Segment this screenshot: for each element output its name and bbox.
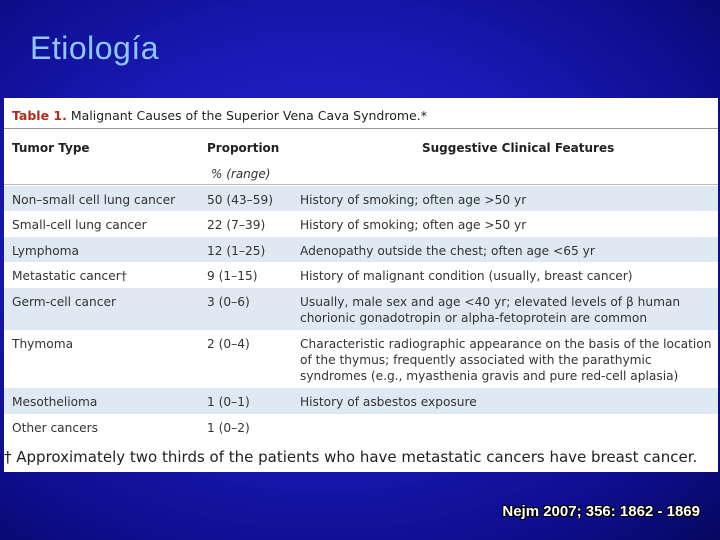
slide-title: Etiología	[30, 30, 160, 66]
table-row	[4, 211, 718, 237]
cell-features: History of smoking; often age >50 yr	[300, 218, 527, 232]
table-caption	[12, 108, 427, 123]
cell-features: History of malignant condition (usually, breast cancer)	[300, 269, 633, 283]
cell-proportion: 2 (0–4)	[207, 337, 250, 351]
caption-divider	[4, 128, 718, 129]
header-divider	[4, 184, 718, 185]
cell-proportion: 12 (1–25)	[207, 244, 266, 258]
table-footnote: † Approximately two thirds of the patients who have metastatic cancers have breast cancer.	[4, 448, 698, 466]
table-row	[4, 288, 718, 330]
header-proportion: Proportion	[207, 141, 280, 155]
header-features: Suggestive Clinical Features	[422, 141, 615, 155]
header-proportion-unit: % (range)	[211, 167, 271, 181]
cell-tumor-type: Metastatic cancer†	[12, 269, 127, 283]
table-row	[4, 414, 718, 438]
table-row	[4, 330, 718, 388]
cell-tumor-type: Thymoma	[12, 337, 74, 351]
cell-tumor-type: Other cancers	[12, 421, 98, 435]
table-row	[4, 186, 718, 211]
table-row	[4, 388, 718, 414]
citation: Nejm 2007; 356: 1862 - 1869	[502, 503, 700, 520]
table-caption-text: Malignant Causes of the Superior Vena Cava Syndrome.*	[70, 108, 427, 123]
table-image	[4, 98, 718, 472]
cell-features: Usually, male sex and age <40 yr; elevated levels of β human chorionic gonadotropin or alpha-fetoprotein are common	[300, 295, 681, 325]
table-row	[4, 237, 718, 262]
cell-proportion: 9 (1–15)	[207, 269, 258, 283]
table-row	[4, 262, 718, 288]
cell-tumor-type: Small-cell lung cancer	[12, 218, 147, 232]
cell-features: Adenopathy outside the chest; often age <65 yr	[300, 244, 595, 258]
cell-proportion: 3 (0–6)	[207, 295, 250, 309]
cell-tumor-type: Non–small cell lung cancer	[12, 193, 176, 207]
cell-proportion: 1 (0–1)	[207, 395, 250, 409]
cell-proportion: 50 (43–59)	[207, 193, 274, 207]
cell-features: History of asbestos exposure	[300, 395, 477, 409]
cell-tumor-type: Germ-cell cancer	[12, 295, 116, 309]
header-tumor-type: Tumor Type	[12, 141, 90, 155]
cell-proportion: 1 (0–2)	[207, 421, 250, 435]
table-caption-label: Table 1.	[12, 108, 67, 123]
cell-features: History of smoking; often age >50 yr	[300, 193, 527, 207]
cell-features: Characteristic radiographic appearance on the basis of the location of the thymus; frequently associated with the parathymic syndromes (e.g., myasthenia gravis and pure red-cell aplasia)	[300, 337, 712, 383]
cell-tumor-type: Mesothelioma	[12, 395, 98, 409]
cell-tumor-type: Lymphoma	[12, 244, 80, 258]
cell-proportion: 22 (7–39)	[207, 218, 266, 232]
